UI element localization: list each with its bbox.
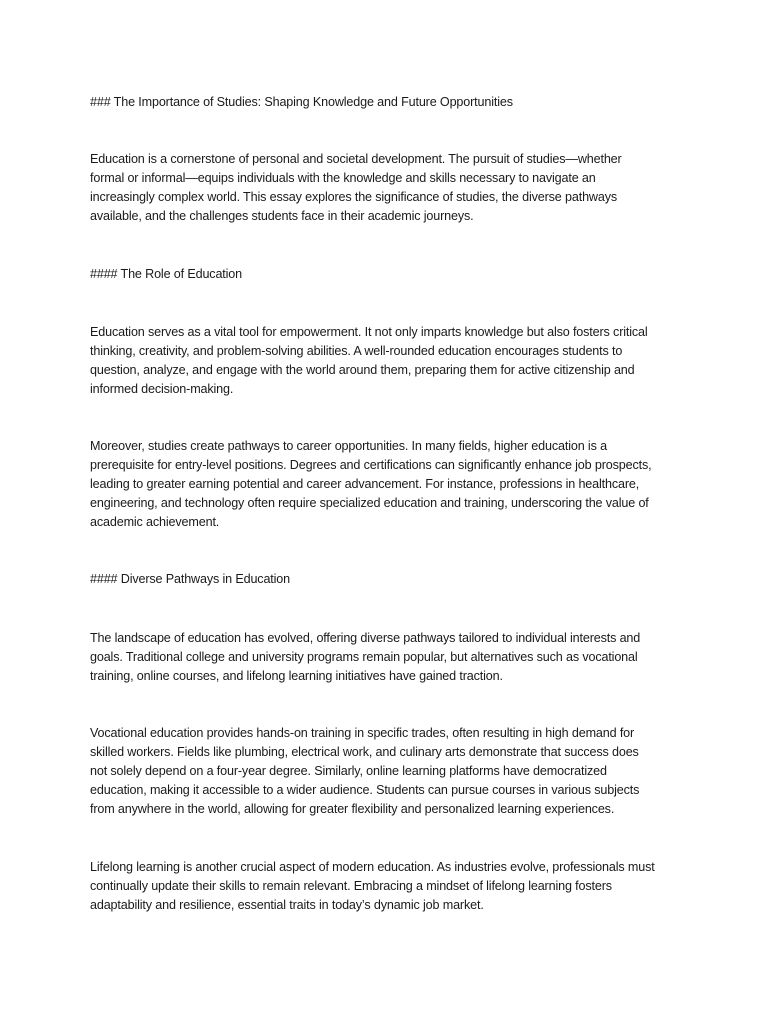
intro-paragraph	[90, 150, 690, 226]
paragraph-line: Education is a cornerstone of personal and societal development. The pursuit of studies—whether	[90, 152, 622, 166]
section-heading-diverse-pathways: #### Diverse Pathways in Education	[90, 572, 291, 586]
paragraph-line: academic achievement.	[90, 515, 220, 529]
paragraph-line: from anywhere in the world, allowing for greater flexibility and personalized learning experiences.	[90, 802, 615, 816]
paragraph-line: not solely depend on a four-year degree. Similarly, online learning platforms have democratized	[90, 764, 607, 778]
pathways-paragraph-2	[90, 724, 690, 819]
paragraph-line: thinking, creativity, and problem-solving abilities. A well-rounded education encourages students to	[90, 344, 623, 358]
section-heading-role-of-education: #### The Role of Education	[90, 267, 243, 281]
paragraph-line: The landscape of education has evolved, offering diverse pathways tailored to individual interests and	[90, 631, 641, 645]
paragraph-line: continually update their skills to remain relevant. Embracing a mindset of lifelong learning fosters	[90, 879, 612, 893]
paragraph-line: Education serves as a vital tool for empowerment. It not only imparts knowledge but also fosters critical	[90, 325, 648, 339]
paragraph-line: Lifelong learning is another crucial aspect of modern education. As industries evolve, professionals must	[90, 860, 655, 874]
paragraph-line: Vocational education provides hands-on training in specific trades, often resulting in high demand for	[90, 726, 635, 740]
document-title: ### The Importance of Studies: Shaping Knowledge and Future Opportunities	[90, 95, 513, 109]
paragraph-line: leading to greater earning potential and career advancement. For instance, professions in healthcare,	[90, 477, 640, 491]
role-paragraph-1	[90, 323, 690, 399]
pathways-paragraph-3	[90, 858, 690, 915]
paragraph-line: skilled workers. Fields like plumbing, electrical work, and culinary arts demonstrate that success does	[90, 745, 639, 759]
paragraph-line: education, making it accessible to a wider audience. Students can pursue courses in various subjects	[90, 783, 640, 797]
paragraph-line: goals. Traditional college and university programs remain popular, but alternatives such as vocational	[90, 650, 638, 664]
paragraph-line: available, and the challenges students face in their academic journeys.	[90, 209, 474, 223]
paragraph-line: informed decision-making.	[90, 382, 234, 396]
paragraph-line: formal or informal—equips individuals with the knowledge and skills necessary to navigate an	[90, 171, 596, 185]
paragraph-line: prerequisite for entry-level positions. Degrees and certifications can significantly enhance job prospects,	[90, 458, 652, 472]
role-paragraph-2	[90, 437, 690, 532]
paragraph-line: question, analyze, and engage with the world around them, preparing them for active citizenship and	[90, 363, 635, 377]
paragraph-line: increasingly complex world. This essay explores the significance of studies, the diverse pathways	[90, 190, 618, 204]
paragraph-line: Moreover, studies create pathways to career opportunities. In many fields, higher education is a	[90, 439, 607, 453]
pathways-paragraph-1	[90, 629, 690, 686]
paragraph-line: engineering, and technology often require specialized education and training, underscoring the value of	[90, 496, 649, 510]
paragraph-line: adaptability and resilience, essential traits in today’s dynamic job market.	[90, 898, 484, 912]
paragraph-line: training, online courses, and lifelong learning initiatives have gained traction.	[90, 669, 503, 683]
